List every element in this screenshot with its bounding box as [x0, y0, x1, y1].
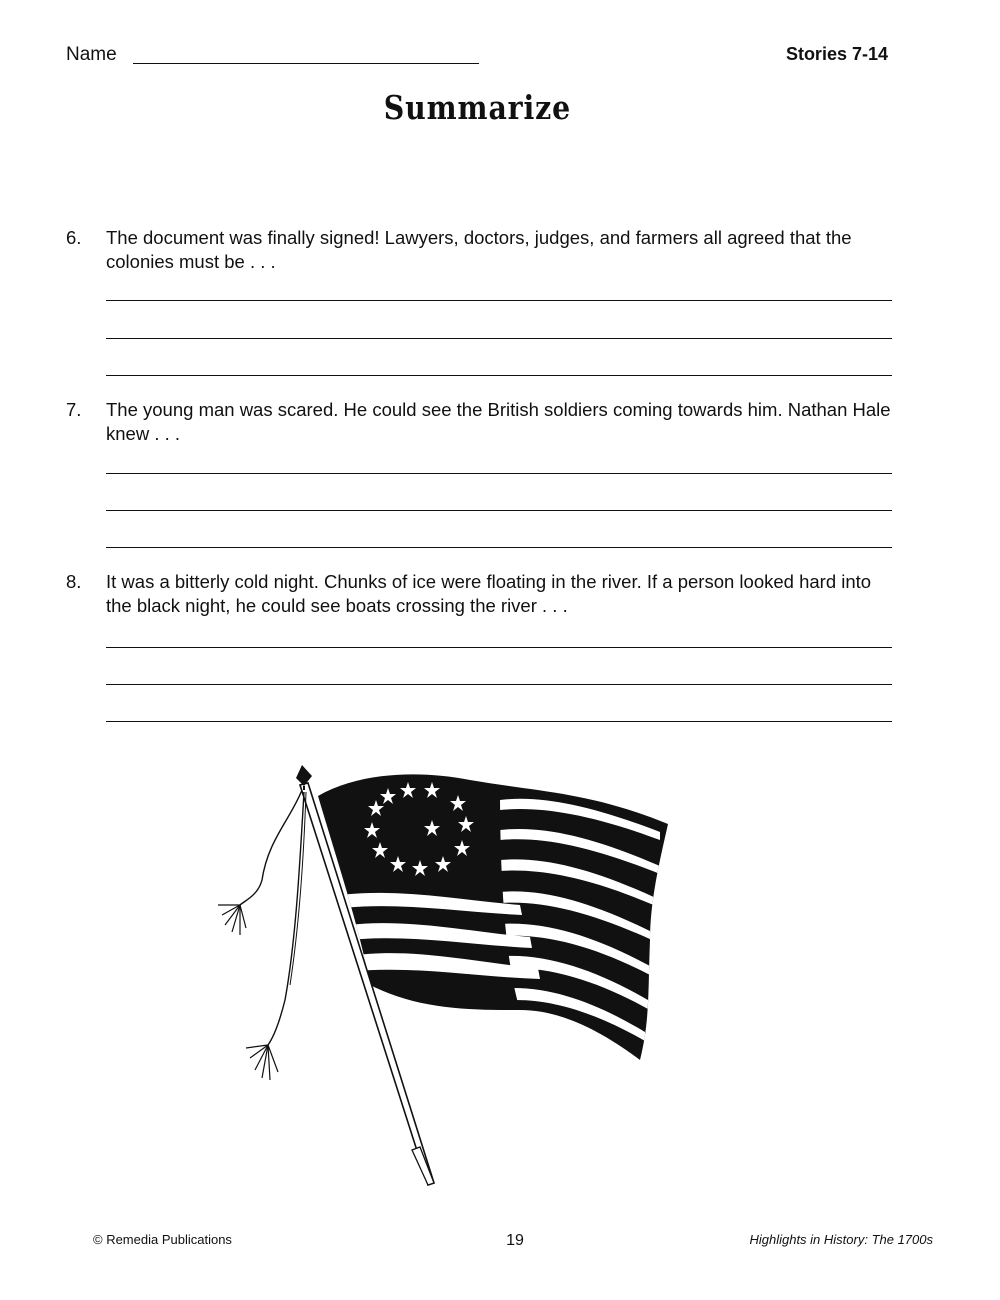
question-text: The document was finally signed! Lawyers, doctors, judges, and farmers all agreed that the colonies must be . . . — [106, 227, 852, 272]
question-number: 7. — [66, 399, 82, 420]
name-blank-line — [133, 63, 479, 64]
flag-cord — [240, 790, 302, 905]
stories-label: Stories 7-14 — [785, 44, 888, 64]
answer-line — [106, 547, 892, 548]
tassel — [218, 905, 246, 935]
flag-stripes — [340, 893, 540, 979]
answer-line — [106, 721, 892, 722]
question-number: 8. — [66, 571, 82, 592]
answer-line — [106, 300, 892, 301]
answer-line — [106, 510, 892, 511]
name-label: Name — [66, 44, 117, 65]
pole-finial — [296, 765, 312, 786]
answer-line — [106, 684, 892, 685]
page-title: Summarize — [383, 88, 572, 127]
answer-line — [106, 338, 892, 339]
book-title: Highlights in History: The 1700s — [749, 1232, 933, 1247]
answer-line — [106, 647, 892, 648]
question-text: The young man was scared. He could see the British soldiers coming towards him. Nathan Hale knew . . . — [106, 399, 891, 444]
page-number: 19 — [506, 1232, 524, 1249]
tassel — [246, 1045, 278, 1080]
question-text: It was a bitterly cold night. Chunks of ice were floating in the river. If a person looked hard into the black night, he could see boats crossing the river . . . — [106, 571, 872, 616]
publisher-credit: © Remedia Publications — [93, 1232, 232, 1247]
answer-line — [106, 375, 892, 376]
question-number: 6. — [66, 227, 82, 248]
colonial-flag-icon — [210, 752, 680, 1198]
answer-line — [106, 473, 892, 474]
